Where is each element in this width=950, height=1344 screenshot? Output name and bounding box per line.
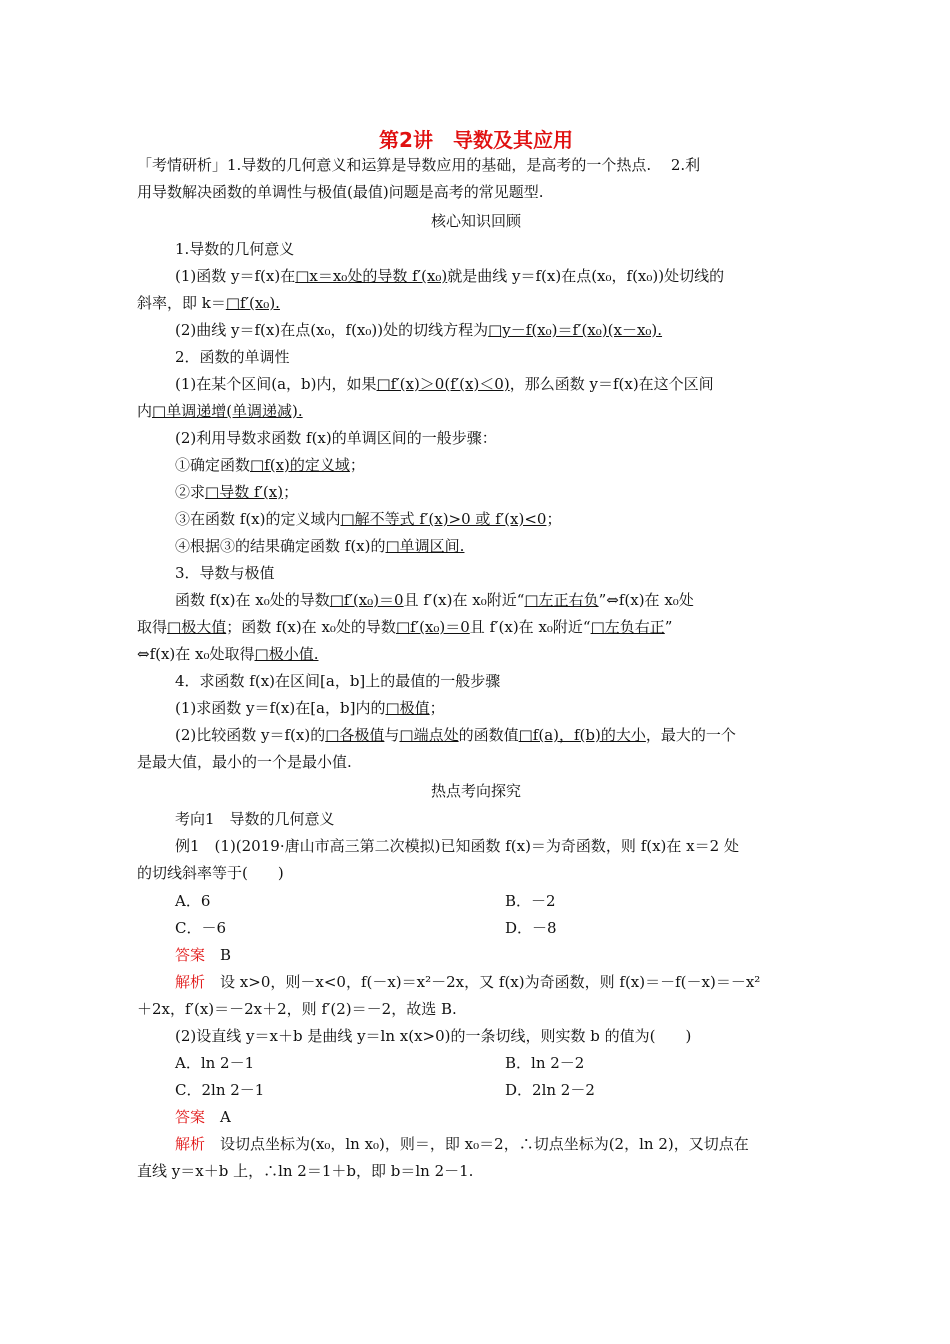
k4-item-2-line-2: 是最大值，最小的一个是最小值. <box>137 753 352 771</box>
section-heading-hotspots: 热点考向探究 <box>430 782 521 800</box>
fill-blank: □极小值. <box>254 645 319 663</box>
answer-label: 答案 <box>175 1108 206 1126</box>
example-2-line-1: (2)设直线 y＝x＋b 是曲线 y＝ln x(x>0)的一条切线，则实数 b 的值为( ) <box>175 1027 692 1045</box>
k2-heading: 2．函数的单调性 <box>175 348 290 366</box>
k3-line-2: 取得□极大值；函数 f(x)在 x₀处的导数□f′(x₀)＝0且 f′(x)在 x₀附近“□左负右正” <box>137 618 673 636</box>
option-a: A．6 <box>175 892 211 910</box>
fill-blank: □x＝x₀处的导数 f′(x₀) <box>295 267 448 285</box>
k1-item-2: (2)曲线 y＝f(x)在点(x₀，f(x₀))处的切线方程为□y－f(x₀)＝f′(x₀)(x－x₀). <box>175 321 663 339</box>
k2-step-1: ①确定函数□f(x)的定义域； <box>175 456 365 474</box>
topic-1-heading: 考向1 导数的几何意义 <box>175 810 335 828</box>
intro-line-2: 用导数解决函数的单调性与极值(最值)问题是高考的常见题型. <box>137 183 544 201</box>
option-a: A．ln 2－1 <box>175 1054 255 1072</box>
fill-blank: □f′(x₀). <box>225 294 280 312</box>
k2-item-1-line-2: 内□单调递增(单调递减). <box>137 402 303 420</box>
k4-heading: 4．求函数 f(x)在区间[a，b]上的最值的一般步骤 <box>175 672 501 690</box>
fill-blank: □各极值 <box>325 726 385 744</box>
solution-label: 解析 <box>175 1135 206 1153</box>
k2-item-2: (2)利用导数求函数 f(x)的单调区间的一般步骤： <box>175 429 497 447</box>
option-c: C．－6 <box>175 919 227 937</box>
solution-1-line-1: 解析 设 x>0，则－x<0，f(－x)＝x²－2x，又 f(x)为奇函数，则 f(x)＝－f(－x)＝－x² <box>175 973 761 991</box>
fill-blank: □左负右正 <box>590 618 665 636</box>
fill-blank: □解不等式 f′(x)>0 或 f′(x)<0 <box>340 510 547 528</box>
example-1-line-1: 例1 (1)(2019·唐山市高三第二次模拟)已知函数 f(x)＝为奇函数，则 f(x)在 x＝2 处 <box>175 837 739 855</box>
k1-heading: 1.导数的几何意义 <box>175 240 295 258</box>
fill-blank: □f′(x)＞0(f′(x)＜0) <box>376 375 510 393</box>
solution-label: 解析 <box>175 973 206 991</box>
k2-step-4: ④根据③的结果确定函数 f(x)的□单调区间. <box>175 537 465 555</box>
option-b: B．ln 2－2 <box>505 1054 585 1072</box>
option-d: D．2ln 2－2 <box>505 1081 595 1099</box>
example-1-line-2: 的切线斜率等于( ) <box>137 864 284 882</box>
k4-item-2-line-1: (2)比较函数 y＝f(x)的□各极值与□端点处的函数值□f(a)，f(b)的大小，最大的一个 <box>175 726 736 744</box>
answer-2: 答案 A <box>175 1108 231 1126</box>
k2-step-3: ③在函数 f(x)的定义域内□解不等式 f′(x)>0 或 f′(x)<0； <box>175 510 562 528</box>
fill-blank: □导数 f′(x) <box>205 483 284 501</box>
fill-blank: □单调递增(单调递减). <box>152 402 303 420</box>
fill-blank: □f′(x₀)＝0 <box>395 618 470 636</box>
fill-blank: □极值 <box>385 699 430 717</box>
k2-item-1-line-1: (1)在某个区间(a，b)内，如果□f′(x)＞0(f′(x)＜0)，那么函数 y＝f(x)在这个区间 <box>175 375 714 393</box>
fill-blank: □单调区间. <box>385 537 465 555</box>
k2-step-2: ②求□导数 f′(x)； <box>175 483 299 501</box>
solution-2-line-1: 解析 设切点坐标为(x₀，ln x₀)，则＝，即 x₀＝2，∴切点坐标为(2，ln 2)，又切点在 <box>175 1135 749 1153</box>
k1-item-1-line-2: 斜率，即 k＝□f′(x₀). <box>137 294 280 312</box>
fill-blank: □f(x)的定义域 <box>250 456 350 474</box>
intro-line-1: 「考情研析」1.导数的几何意义和运算是导数应用的基础，是高考的一个热点. 2.利 <box>137 156 701 174</box>
fill-blank: □f(a)，f(b)的大小 <box>518 726 646 744</box>
answer-1: 答案 B <box>175 946 232 964</box>
fill-blank: □y－f(x₀)＝f′(x₀)(x－x₀). <box>488 321 663 339</box>
option-d: D．－8 <box>505 919 557 937</box>
k4-item-1: (1)求函数 y＝f(x)在[a，b]内的□极值； <box>175 699 445 717</box>
page-title: 第2讲 导数及其应用 <box>379 128 573 152</box>
answer-label: 答案 <box>175 946 206 964</box>
k3-heading: 3．导数与极值 <box>175 564 275 582</box>
fill-blank: □左正右负 <box>524 591 599 609</box>
option-b: B．－2 <box>505 892 556 910</box>
fill-blank: □f′(x₀)＝0 <box>329 591 404 609</box>
fill-blank: □极大值 <box>167 618 227 636</box>
option-c: C．2ln 2－1 <box>175 1081 265 1099</box>
solution-1-line-2: ＋2x，f′(x)＝－2x＋2，则 f′(2)＝－2，故选 B. <box>137 1000 457 1018</box>
k1-item-1-line-1: (1)函数 y＝f(x)在□x＝x₀处的导数 f′(x₀)就是曲线 y＝f(x)在点(x₀，f(x₀))处切线的 <box>175 267 725 285</box>
solution-2-line-2: 直线 y＝x＋b 上，∴ln 2＝1＋b，即 b＝ln 2－1. <box>137 1162 474 1180</box>
section-heading-review: 核心知识回顾 <box>430 212 521 230</box>
k3-line-3: ⇔f(x)在 x₀处取得□极小值. <box>137 645 319 663</box>
fill-blank: □端点处 <box>399 726 459 744</box>
k3-line-1: 函数 f(x)在 x₀处的导数□f′(x₀)＝0且 f′(x)在 x₀附近“□左正右负”⇔f(x)在 x₀处 <box>175 591 694 609</box>
